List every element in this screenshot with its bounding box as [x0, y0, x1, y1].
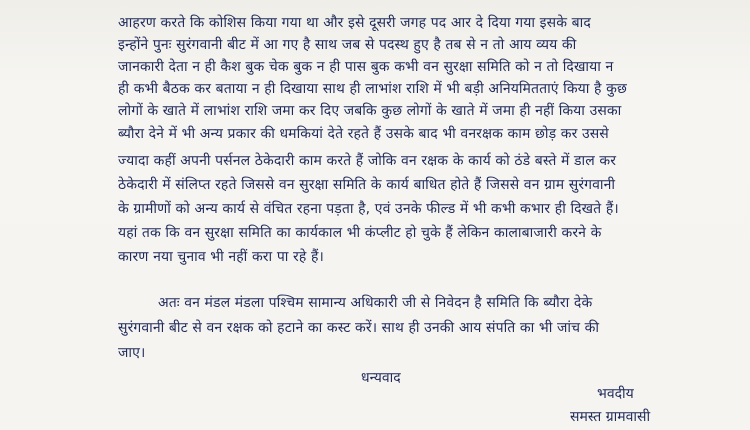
request-line-2: सुरंगवानी बीट से वन रक्षक को हटाने का कस्ट करें। साथ ही उनकी आय संपति का भी जांच की	[118, 320, 600, 336]
body-line-8: ठेकेदारी में संलिप्त रहते जिससे वन सुरक्षा समिति के कार्य बाधित होते हैं जिससे वन ग्राम सुरंगवानी	[118, 177, 616, 193]
body-line-1: आहरण करते कि कोशिस किया गया था और इसे दूसरी जगह पद आर दे दिया गया इसके बाद	[118, 15, 591, 31]
body-line-11: कारण नया चुनाव भी नहीं करा पा रहे हैं।	[118, 249, 324, 265]
thanks-text: धन्यवाद	[361, 370, 401, 386]
request-line-1: अतः वन मंडल मंडला पश्चिम सामान्य अधिकारी जी से निवेदन है समिति कि ब्यौरा देके	[158, 295, 593, 311]
request-line-3: जाए।	[118, 345, 146, 361]
signatory-text: समस्त ग्रामवासी	[570, 409, 651, 425]
body-line-9: के ग्रामीणों को अन्य कार्य से वंचित रहना पड़ता है, एवं उनके फील्ड में भी कभी कभार ही दिखते हैं।	[118, 201, 619, 217]
body-line-7: ज्यादा कहीं अपनी पर्सनल ठेकेदारी काम करते हैं जोकि वन रक्षक के कार्य को ठंडे बस्ते में डाल कर	[118, 153, 617, 169]
body-line-6: ब्यौरा देने में भी अन्य प्रकार की धमकियां देते रहते हैं उसके बाद भी वनरक्षक काम छोड़ कर उससे	[118, 126, 609, 142]
body-line-10: यहां तक कि वन सुरक्षा समिति का कार्यकाल भी कंप्लीट हो चुके हैं लेकिन कालाबाजारी करने के	[118, 225, 602, 241]
body-line-5: लोगों के खाते में लाभांश राशि जमा कर दिए जबकि कुछ लोगों के खाते में जमा ही नहीं किया उसका	[118, 103, 622, 119]
body-line-2: इन्होंने पुनः सुरंगवानी बीट में आ गए है साथ जब से पदस्थ हुए है तब से न तो आय व्यय की	[118, 37, 577, 53]
sign-off-text: भवदीय	[597, 386, 634, 402]
body-line-3: जानकारी देता न ही कैश बुक चेक बुक न ही पास बुक कभी वन सुरक्षा समिति को न तो दिखाया न	[118, 59, 614, 75]
body-line-4: ही कभी बैठक कर बताया न ही दिखाया साथ ही लाभांश राशि में भी बड़ी अनियमितताएं किया है कुछ	[118, 81, 627, 97]
